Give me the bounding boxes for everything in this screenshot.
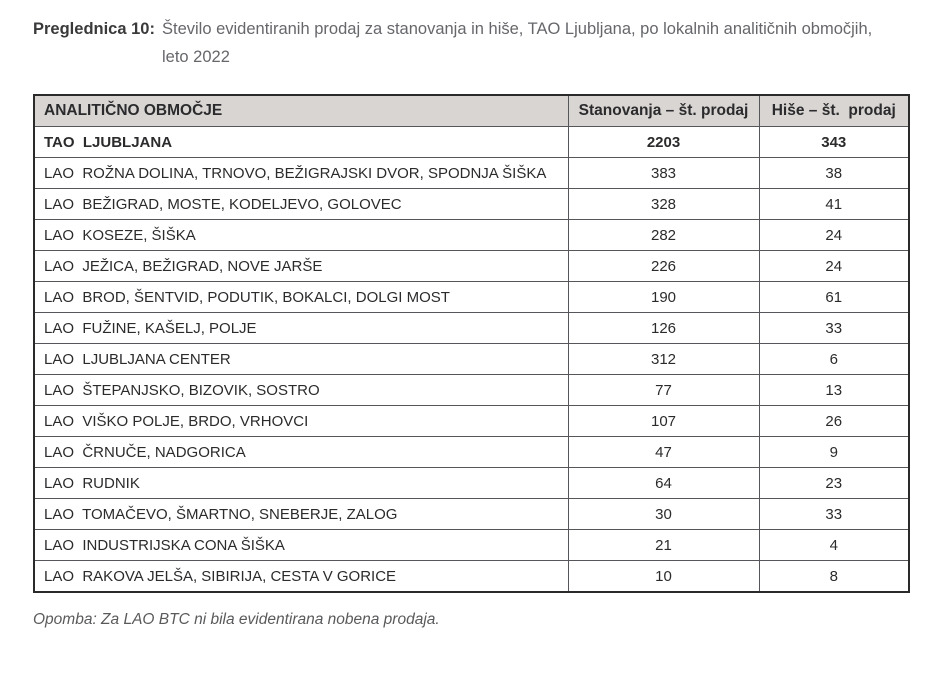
table-row [34, 344, 909, 375]
table-row [34, 499, 909, 530]
area-cell: LAO ROŽNA DOLINA, TRNOVO, BEŽIGRAJSKI DVOR, SPODNJA ŠIŠKA [34, 158, 568, 189]
houses-cell: 8 [759, 561, 909, 593]
houses-cell: 9 [759, 437, 909, 468]
table-row [34, 220, 909, 251]
apartments-cell: 30 [568, 499, 759, 530]
area-cell: LAO ŠTEPANJSKO, BIZOVIK, SOSTRO [34, 375, 568, 406]
area-cell: LAO RUDNIK [34, 468, 568, 499]
table-row [34, 468, 909, 499]
apartments-cell: 107 [568, 406, 759, 437]
houses-cell: 33 [759, 313, 909, 344]
houses-cell: 6 [759, 344, 909, 375]
footnote: Opomba: Za LAO BTC ni bila evidentirana nobena prodaja. [33, 611, 440, 628]
apartments-cell: 64 [568, 468, 759, 499]
table-row [34, 282, 909, 313]
apartments-cell: 47 [568, 437, 759, 468]
area-cell: LAO BROD, ŠENTVID, PODUTIK, BOKALCI, DOLGI MOST [34, 282, 568, 313]
area-cell: LAO BEŽIGRAD, MOSTE, KODELJEVO, GOLOVEC [34, 189, 568, 220]
area-cell: LAO KOSEZE, ŠIŠKA [34, 220, 568, 251]
table-title-line1: Število evidentiranih prodaj za stanovanja in hiše, TAO Ljubljana, po lokalnih analitičnih območjih, [161, 20, 873, 38]
apartments-cell: 21 [568, 530, 759, 561]
table-row [34, 189, 909, 220]
column-header-houses: Hiše – št. prodaj [759, 95, 909, 127]
column-header-apartments: Stanovanja – št. prodaj [568, 95, 759, 127]
table-row [34, 158, 909, 189]
column-header-area: ANALITIČNO OBMOČJE [34, 95, 568, 127]
table-number-label: Preglednica 10: [33, 20, 155, 38]
table-row [34, 530, 909, 561]
houses-cell: 343 [759, 127, 909, 158]
area-cell: LAO RAKOVA JELŠA, SIBIRIJA, CESTA V GORICE [34, 561, 568, 593]
table-header-row [34, 95, 909, 127]
page-title [33, 15, 908, 71]
total-row [34, 127, 909, 158]
apartments-cell: 226 [568, 251, 759, 282]
area-cell: LAO FUŽINE, KAŠELJ, POLJE [34, 313, 568, 344]
apartments-cell: 328 [568, 189, 759, 220]
area-cell: LAO ČRNUČE, NADGORICA [34, 437, 568, 468]
houses-cell: 38 [759, 158, 909, 189]
houses-cell: 33 [759, 499, 909, 530]
table-row [34, 406, 909, 437]
table-row [34, 561, 909, 593]
apartments-cell: 126 [568, 313, 759, 344]
apartments-cell: 282 [568, 220, 759, 251]
houses-cell: 26 [759, 406, 909, 437]
houses-cell: 23 [759, 468, 909, 499]
table-row [34, 437, 909, 468]
area-cell: LAO INDUSTRIJSKA CONA ŠIŠKA [34, 530, 568, 561]
apartments-cell: 312 [568, 344, 759, 375]
sales-table [33, 94, 910, 593]
houses-cell: 24 [759, 220, 909, 251]
apartments-cell: 10 [568, 561, 759, 593]
area-cell: LAO TOMAČEVO, ŠMARTNO, SNEBERJE, ZALOG [34, 499, 568, 530]
table-title-line2: leto 2022 [161, 48, 230, 66]
houses-cell: 13 [759, 375, 909, 406]
apartments-cell: 383 [568, 158, 759, 189]
apartments-cell: 77 [568, 375, 759, 406]
apartments-cell: 2203 [568, 127, 759, 158]
apartments-cell: 190 [568, 282, 759, 313]
area-cell: LAO LJUBLJANA CENTER [34, 344, 568, 375]
table-row [34, 251, 909, 282]
houses-cell: 61 [759, 282, 909, 313]
table-title-text [162, 15, 872, 71]
houses-cell: 4 [759, 530, 909, 561]
table-row [34, 375, 909, 406]
area-cell: TAO LJUBLJANA [34, 127, 568, 158]
houses-cell: 41 [759, 189, 909, 220]
table-row [34, 313, 909, 344]
houses-cell: 24 [759, 251, 909, 282]
area-cell: LAO VIŠKO POLJE, BRDO, VRHOVCI [34, 406, 568, 437]
table-body [34, 127, 909, 593]
area-cell: LAO JEŽICA, BEŽIGRAD, NOVE JARŠE [34, 251, 568, 282]
